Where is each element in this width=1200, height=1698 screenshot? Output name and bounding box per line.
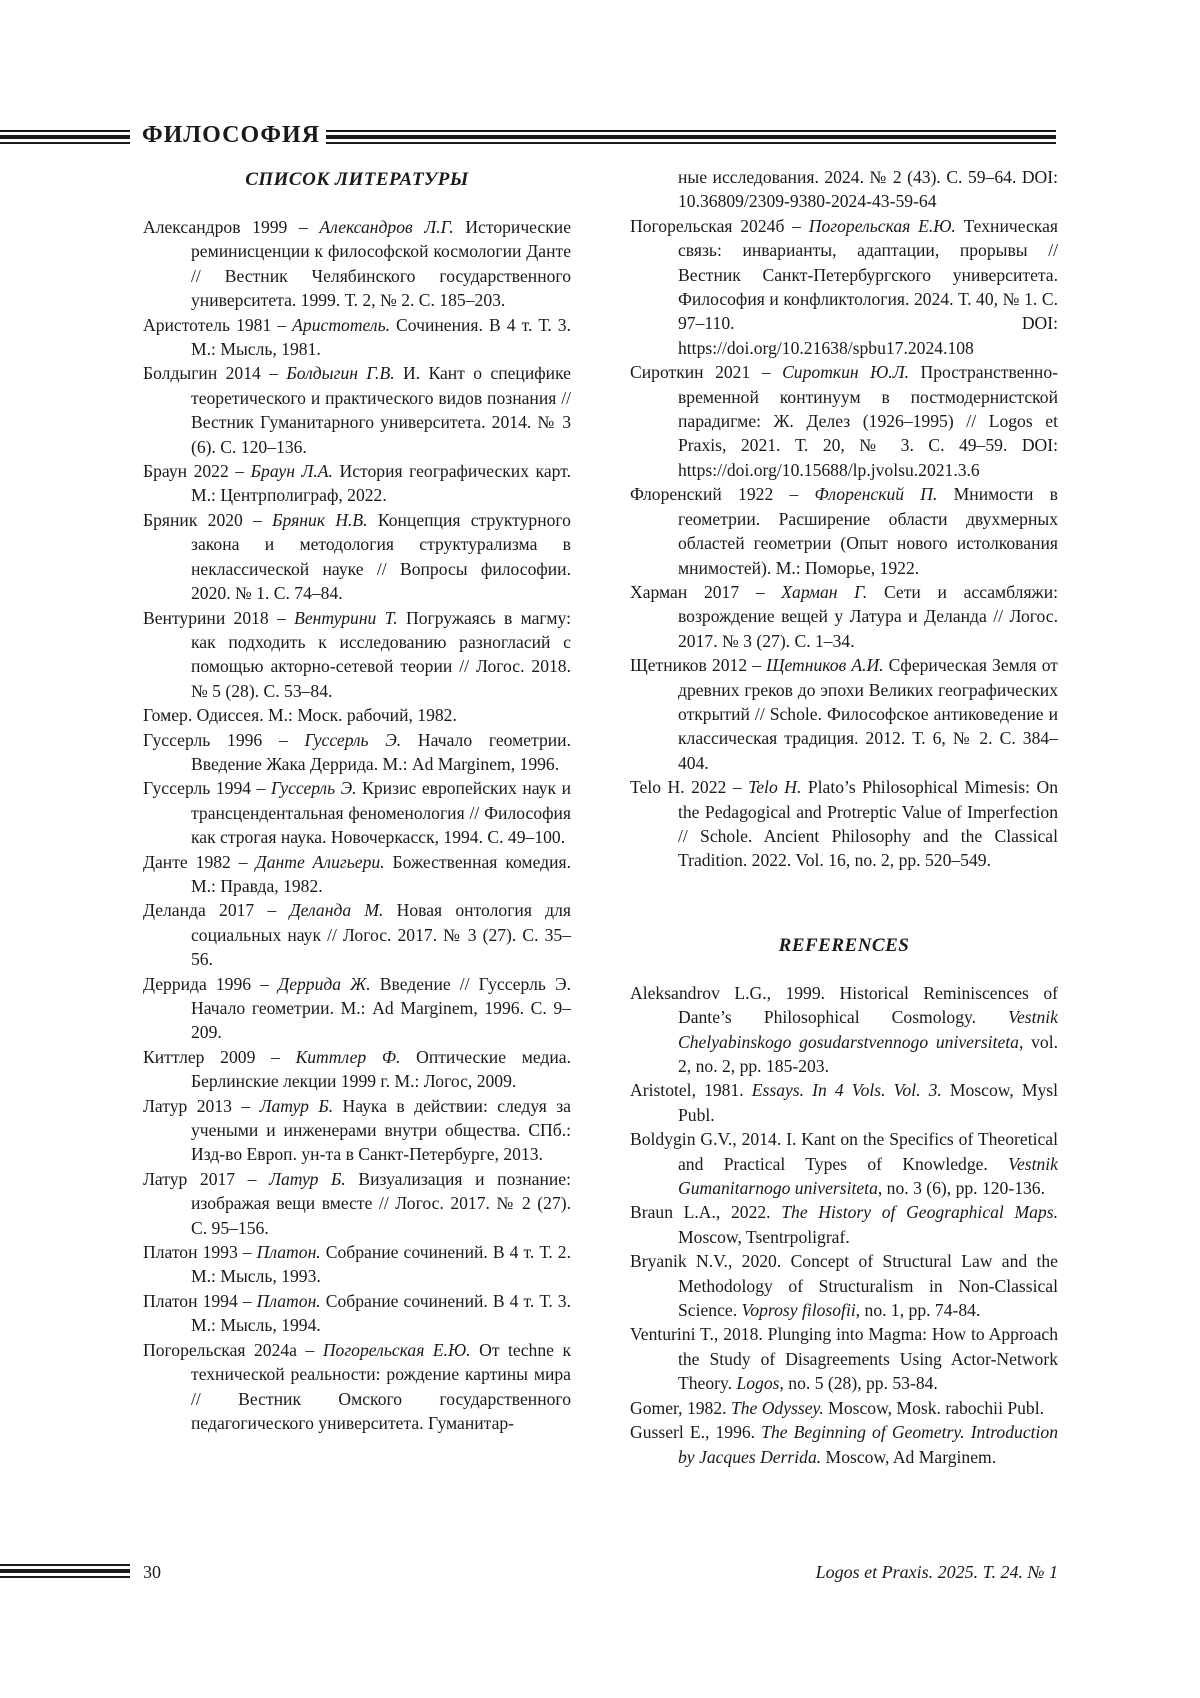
- entry-key: Аристотель 1981 –: [143, 314, 293, 335]
- section-title: ФИЛОСОФИЯ: [142, 122, 321, 148]
- entry-source: Оптические медиа. Берлинские лекции 1999 г. М.: Логос, 2009.: [191, 1046, 572, 1092]
- right-column: [630, 165, 1058, 1469]
- reference-text: Gusserl E., 1996.: [630, 1422, 762, 1443]
- bibliography-entry: [630, 653, 1058, 775]
- entry-source: Погружаясь в магму: как подходить к исследованию разногласий с помощью акторно-сетевой теории // Логос. 2018. № 5 (28). С. 53–84.: [191, 607, 571, 701]
- entry-key: Латур 2017 –: [143, 1168, 270, 1189]
- entry-source: Сочинения. В 4 т. Т. 3. М.: Мысль, 1981.: [191, 314, 572, 360]
- reference-entry: [630, 1200, 1058, 1249]
- entry-key: Щетников 2012 –: [630, 655, 767, 676]
- bibliography-entry: [143, 508, 571, 606]
- entry-source: Plato’s Philosophical Mimesis: On the Pedagogical and Protreptic Value of Imperfection // Schole. Ancient Philosophy and the Classical Tradition. 2022. Vol. 16, no. 2, pp. 520–549.: [678, 777, 1058, 871]
- reference-details: Moscow, Mysl Publ.: [678, 1080, 1059, 1125]
- entry-key: Погорельская 2024а –: [143, 1339, 323, 1360]
- entry-source: Техническая связь: инварианты, адаптации, прорывы // Вестник Санкт-Петербургского университета. Философия и конфликтология. 2024. Т. 40, № 1. С. 97–110. DOI: https://doi.org/10.21638/spbu17.2024.108: [678, 215, 1058, 358]
- entry-source: Пространственно-временной континуум в постмодернистской парадигме: Ж. Делез (1926–1995) // Logos et Praxis, 2021. Т. 20, № 3. С. 49–59. DOI: https://doi.org/10.15688/lp.jvolsu.2021.3.6: [678, 362, 1058, 480]
- entry-source: Сети и ассамбляжи: возрождение вещей у Латура и Деланда // Логос. 2017. № 3 (27). С. 1–34.: [678, 581, 1059, 651]
- bibliography-entry: [143, 1167, 571, 1240]
- entry-source: От techne к технической реальности: рождение картины мира // Вестник Омского государственного педагогического университета. Гуманитар-: [191, 1339, 572, 1433]
- entry-key: Платон 1993 –: [143, 1242, 257, 1263]
- entry-source: Введение // Гуссерль Э. Начало геометрии. М.: Ad Marginem, 1996. С. 9–209.: [191, 973, 571, 1043]
- bibliography-entry: [143, 1045, 571, 1094]
- reference-details: , no. 3 (6), pp. 120-136.: [877, 1178, 1045, 1199]
- entry-author: Аристотель.: [292, 314, 390, 335]
- entry-author: Флоренский П.: [814, 484, 938, 505]
- bibliography-list: [143, 215, 571, 1435]
- entry-key: Вентурини 2018 –: [143, 607, 295, 628]
- reference-text: Braun L.A., 2022.: [630, 1202, 782, 1223]
- entry-source: И. Кант о специфике теоретического и практического видов познания // Вестник Гуманитарного университета. 2014. № 3 (6). С. 120–136.: [191, 363, 571, 457]
- entry-author: Платон.: [256, 1242, 321, 1263]
- bibliography-entry: [143, 703, 571, 727]
- entry-author: Щетников А.И.: [766, 655, 884, 676]
- reference-text: Aristotel, 1981.: [630, 1080, 752, 1101]
- entry-key: Платон 1994 –: [143, 1290, 257, 1311]
- entry-key: Деланда 2017 –: [143, 900, 290, 921]
- bibliography-entry: [143, 606, 571, 704]
- bibliography-entry: [143, 728, 571, 777]
- entry-author: Платон.: [256, 1290, 321, 1311]
- reference-title: Logos: [736, 1373, 780, 1394]
- entry-key: Данте 1982 –: [143, 851, 256, 872]
- reference-title: The Beginning of Geometry. Introduction by Jacques Derrida.: [678, 1422, 1059, 1467]
- header-rule-right: [326, 130, 1056, 144]
- reference-details: , no. 5 (28), pp. 53-84.: [779, 1373, 938, 1394]
- journal-citation: Logos et Praxis. 2025. Т. 24. № 1: [815, 1562, 1058, 1582]
- entry-key: Латур 2013 –: [143, 1095, 260, 1116]
- bibliography-entry: [630, 360, 1058, 482]
- reference-text: Bryanik N.V., 2020. Concept of Structural Law and the Methodology of Structuralism in Non-Classical Science.: [630, 1251, 1058, 1321]
- entry-author: Погорельская Е.Ю.: [322, 1339, 471, 1360]
- entry-author: Александров Л.Г.: [319, 217, 454, 237]
- entry-key: Киттлер 2009 –: [143, 1046, 296, 1067]
- reference-title: Voprosy filosofii: [741, 1300, 856, 1321]
- bibliography-entry: [630, 214, 1058, 360]
- reference-title: The Odyssey.: [730, 1397, 824, 1418]
- bibliography-entry: [630, 775, 1058, 873]
- entry-author: Браун Л.А.: [250, 461, 333, 482]
- reference-entry: [630, 1396, 1058, 1420]
- bibliography-continuation: ные исследования. 2024. № 2 (43). С. 59–64. DOI: 10.36809/2309-9380-2024-43-59-64: [678, 167, 1058, 212]
- entry-source: Мнимости в геометрии. Расширение области двухмерных областей геометрии (Опыт нового истолкования мнимостей). М.: Поморье, 1922.: [678, 484, 1058, 578]
- entry-author: Бряник Н.В.: [272, 509, 368, 530]
- entry-source: Собрание сочинений. В 4 т. Т. 3. М.: Мысль, 1994.: [191, 1290, 571, 1336]
- entry-key: Telo H. 2022 –: [630, 777, 749, 798]
- entry-author: Деланда М.: [289, 900, 384, 921]
- entry-author: Харман Г.: [781, 581, 868, 602]
- bibliography-entry: [143, 850, 571, 899]
- entry-author: Гуссерль Э.: [304, 729, 402, 750]
- reference-title: The History of Geographical Maps.: [781, 1202, 1058, 1223]
- reference-text: Boldygin G.V., 2014. I. Kant on the Specifics of Theoretical and Practical Types of Knowledge.: [630, 1129, 1058, 1174]
- reference-text: Venturini T., 2018. Plunging into Magma: How to Approach the Study of Disagreements Using Actor-Network Theory.: [630, 1324, 1058, 1394]
- entry-author: Погорельская Е.Ю.: [808, 215, 956, 236]
- bibliography-list-continued: [630, 214, 1058, 873]
- bibliography-entry: [143, 313, 571, 362]
- bibliography-entry: [143, 898, 571, 971]
- entry-source: Кризис европейских наук и трансцендентальная феноменология // Философия как строгая наука. Новочеркасск, 1994. С. 49–100.: [191, 778, 571, 848]
- reference-entry: [630, 1078, 1058, 1127]
- entry-key: Александров 1999 –: [143, 217, 320, 237]
- entry-author: Данте Алигьери.: [255, 851, 385, 872]
- entry-key: Браун 2022 –: [143, 461, 251, 482]
- entry-source: Визуализация и познание: изображая вещи вместе // Логос. 2017. № 2 (27). С. 95–156.: [191, 1168, 571, 1238]
- entry-source: Наука в действии: следуя за учеными и инженерами внутри общества. СПб.: Изд-во Европ. ун-та в Санкт-Петербурге, 2013.: [191, 1095, 571, 1165]
- entry-key: Погорельская 2024б –: [630, 215, 809, 236]
- bibliography-entry: [630, 482, 1058, 580]
- reference-text: Gomer, 1982.: [630, 1397, 731, 1418]
- reference-entry: [630, 981, 1058, 1079]
- reference-text: Aleksandrov L.G., 1999. Historical Reminiscences of Dante’s Philosophical Cosmology.: [630, 982, 1058, 1028]
- reference-entry: [630, 1420, 1058, 1469]
- entry-author: Telo H.: [748, 777, 802, 798]
- entry-key: Сироткин 2021 –: [630, 362, 783, 383]
- entry-source: Собрание сочинений. В 4 т. Т. 2. М.: Мысль, 1993.: [191, 1242, 571, 1287]
- bibliography-entry: [143, 776, 571, 849]
- entry-key: Гуссерль 1996 –: [143, 729, 305, 750]
- reference-details: , no. 1, pp. 74-84.: [855, 1300, 981, 1321]
- reference-title: Essays. In 4 Vols. Vol. 3.: [751, 1080, 942, 1101]
- reference-title: Vestnik Gumanitarnogo universiteta: [678, 1153, 1058, 1199]
- entry-source: Новая онтология для социальных наук // Логос. 2017. № 3 (27). С. 35–56.: [191, 900, 571, 970]
- entry-key: Гуссерль 1994 –: [143, 778, 272, 799]
- header-rule-left: [0, 130, 130, 144]
- entry-source: История географических карт. М.: Центрполиграф, 2022.: [191, 461, 571, 506]
- footer-rule-left: [0, 1564, 130, 1578]
- entry-author: Вентурини Т.: [294, 607, 398, 628]
- reference-details: Moscow, Ad Marginem.: [821, 1446, 997, 1467]
- entry-author: Киттлер Ф.: [295, 1046, 401, 1067]
- reference-details: Moscow, Mosk. rabochii Publ.: [823, 1397, 1045, 1418]
- bibliography-entry: [630, 580, 1058, 653]
- entry-key: Харман 2017 –: [630, 581, 782, 602]
- reference-entry: [630, 1322, 1058, 1395]
- entry-key: Гомер. Одиссея. М.: Моск. рабочий, 1982.: [143, 705, 457, 726]
- entry-author: Гуссерль Э.: [271, 778, 357, 799]
- reference-details: , vol. 2, no. 2, pp. 185-203.: [678, 1031, 1058, 1076]
- entry-source: Сферическая Земля от древних греков до эпохи Великих географических открытий // Schole. Философское антиковедение и классическая традиция. 2012. Т. 6, № 2. С. 384–404.: [678, 655, 1058, 773]
- references-heading: REFERENCES: [778, 934, 910, 956]
- page-number: 30: [143, 1562, 161, 1582]
- entry-author: Латур Б.: [269, 1168, 346, 1189]
- entry-source: Божественная комедия. М.: Правда, 1982.: [191, 851, 572, 896]
- bibliography-entry: [143, 1094, 571, 1167]
- entry-author: Латур Б.: [259, 1095, 334, 1116]
- bibliography-entry: [143, 361, 571, 459]
- entry-source: Исторические реминисценции к философской космологии Данте // Вестник Челябинского государственного университета. 1999. Т. 2, № 2. С. 185–203.: [191, 217, 572, 311]
- entry-source: Концепция структурного закона и методология структурализма в неклассической науке // Вопросы философии. 2020. № 1. С. 74–84.: [191, 509, 571, 604]
- bibliography-entry: [143, 1338, 571, 1436]
- entry-key: Деррида 1996 –: [143, 973, 278, 994]
- entry-author: Болдыгин Г.В.: [286, 363, 395, 384]
- bibliography-entry: [143, 215, 571, 313]
- bibliography-entry: [143, 1240, 571, 1289]
- entry-key: Флоренский 1922 –: [630, 484, 815, 505]
- reference-entry: [630, 1127, 1058, 1200]
- entry-key: Бряник 2020 –: [143, 509, 273, 530]
- references-list: [630, 981, 1058, 1469]
- bibliography-entry: [143, 459, 571, 508]
- reference-details: Moscow, Tsentrpoligraf.: [678, 1226, 850, 1247]
- bibliography-heading: СПИСОК ЛИТЕРАТУРЫ: [245, 169, 469, 190]
- entry-key: Болдыгин 2014 –: [143, 363, 287, 384]
- entry-author: Деррида Ж.: [278, 973, 371, 994]
- reference-title: Vestnik Chelyabinskogo gosudarstvennogo universiteta: [678, 1007, 1058, 1052]
- reference-entry: [630, 1249, 1058, 1322]
- bibliography-entry: [143, 972, 571, 1045]
- left-column: [143, 165, 571, 1435]
- bibliography-entry: [143, 1289, 571, 1338]
- entry-author: Сироткин Ю.Л.: [782, 362, 910, 383]
- entry-source: Начало геометрии. Введение Жака Деррида. М.: Ad Marginem, 1996.: [191, 729, 571, 774]
